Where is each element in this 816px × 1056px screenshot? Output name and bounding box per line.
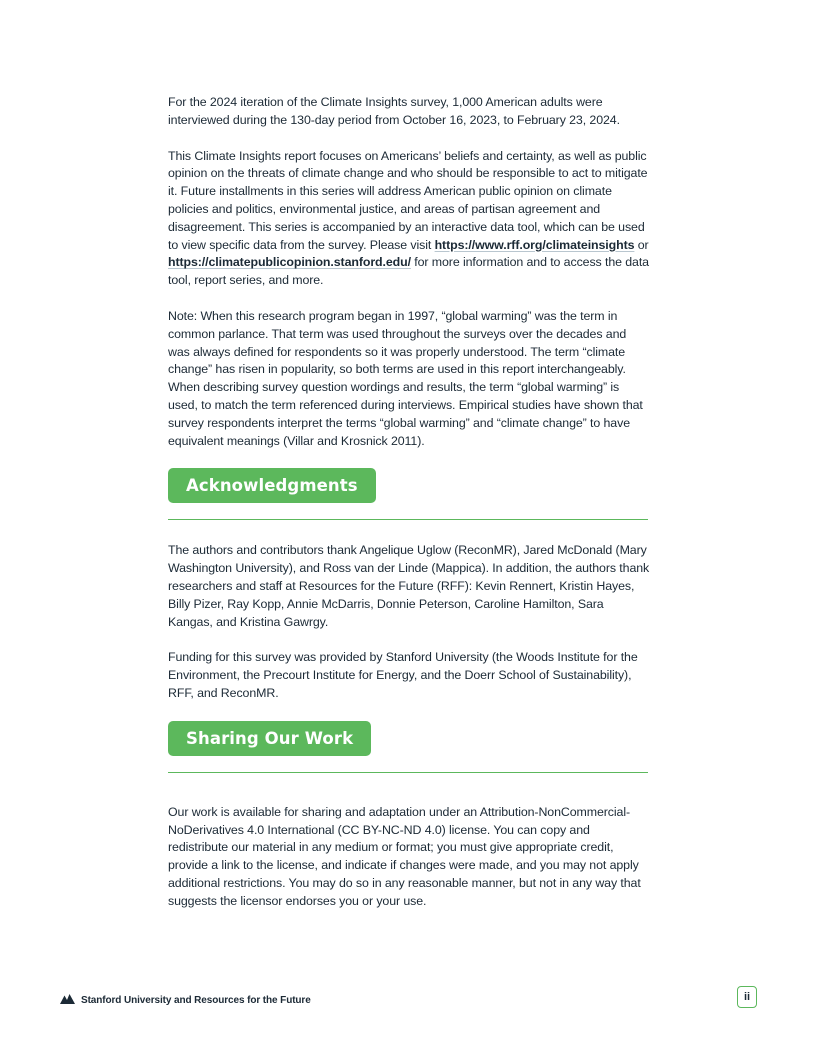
report-focus-paragraph xyxy=(168,148,650,290)
main-content xyxy=(168,94,650,929)
rff-climateinsights-link[interactable]: https://www.rff.org/climateinsights xyxy=(434,237,635,252)
license-paragraph: Our work is available for sharing and adaptation under an Attribution-NonCommercial-NoDerivatives 4.0 International (CC BY-NC-ND 4.0) license. You can copy and redistribute our material in any medium or format; you must give appropriate credit, provide a link to the license, and indicate if changes were made, and you may not apply additional restrictions. You may do so in any reasonable manner, but not in any way that suggests the licensor endorses you or your use. xyxy=(168,804,641,908)
funding-paragraph: Funding for this survey was provided by Stanford University (the Woods Institute for the Environment, the Precourt Institute for Energy, and the Doerr School of Sustainability), RFF, and ReconMR. xyxy=(168,650,638,700)
page-footer xyxy=(60,991,311,1009)
mountain-logo-icon xyxy=(60,991,75,1009)
sharing-our-work-heading: Sharing Our Work xyxy=(168,721,371,756)
acknowledgments-divider xyxy=(168,519,648,520)
report-focus-or: or xyxy=(634,237,649,252)
acknowledgments-section-header xyxy=(168,468,650,520)
acknowledgments-heading: Acknowledgments xyxy=(168,468,376,503)
stanford-climatepublicopinion-link[interactable]: https://climatepublicopinion.stanford.edu/ xyxy=(168,255,411,270)
acknowledgments-thanks-paragraph: The authors and contributors thank Angelique Uglow (ReconMR), Jared McDonald (Mary Washington University), and Ross van der Linde (Mappica). In addition, the authors thank researchers and staff at Resources for the Future (RFF): Kevin Rennert, Kristin Hayes, Billy Pizer, Ray Kopp, Annie McDarris, Donnie Peterson, Caroline Hamilton, Sara Kangas, and Kristina Gawrgy. xyxy=(168,543,650,629)
sharing-section-header xyxy=(168,721,650,773)
page-number-badge: ii xyxy=(737,986,757,1008)
survey-period-paragraph: For the 2024 iteration of the Climate Insights survey, 1,000 American adults were interviewed during the 130-day period from October 16, 2023, to February 23, 2024. xyxy=(168,95,620,127)
report-focus-text-end: for more information and to access the data tool, report series, and more. xyxy=(168,255,649,288)
report-focus-text: This Climate Insights report focuses on Americans’ beliefs and certainty, as well as public opinion on the threats of climate change and who should be responsible to act to mitigate it. Future installments in this series will address American public opinion on climate policies and politics, environmental justice, and areas of partisan agreement and disagreement. This series is accompanied by an interactive data tool, which can be used to view specific data from the survey. Please visit xyxy=(168,148,648,252)
terminology-note-paragraph: Note: When this research program began in 1997, “global warming” was the term in common parlance. That term was used throughout the surveys over the decades and was always defined for respondents so it was properly understood. The term “climate change” has risen in popularity, so both terms are used in this report interchangeably. When describing survey question wordings and results, the term “global warming” is used, to match the term referenced during interviews. Empirical studies have shown that survey respondents interpret the terms “global warming” and “climate change” to have equivalent meanings (Villar and Krosnick 2011). xyxy=(168,308,643,448)
footer-organization-label: Stanford University and Resources for the Future xyxy=(81,994,311,1006)
sharing-divider xyxy=(168,772,648,773)
